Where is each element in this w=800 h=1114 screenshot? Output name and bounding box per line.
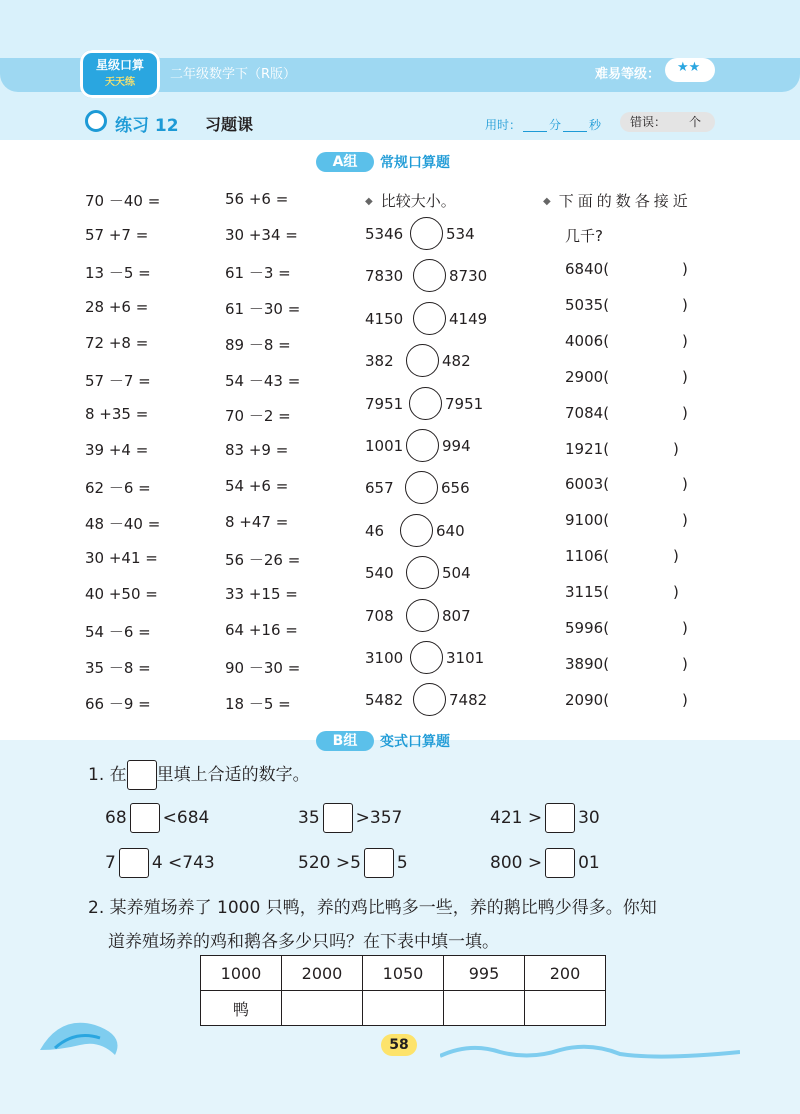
compare-left-number: 382 (365, 352, 394, 371)
arithmetic-problem: 54 －43 = (225, 371, 301, 390)
arithmetic-problem: 61 －3 = (225, 263, 291, 282)
nearest-item (565, 295, 688, 314)
answer-paren-close: ) (682, 690, 688, 709)
answer-paren-open[interactable]: ( (603, 583, 610, 602)
digit-answer-box[interactable] (130, 803, 160, 833)
compare-item (365, 429, 515, 463)
arithmetic-problem: 30 +34 = (225, 225, 298, 244)
compare-answer-circle[interactable] (406, 599, 439, 632)
answer-paren-close: ) (682, 619, 688, 637)
fill-prefix: 421 > (490, 808, 543, 828)
question-2-line2: 道养殖场养的鸡和鹅各多少只吗？在下表中填一填。 (108, 932, 499, 952)
arithmetic-problem: 66 －9 = (85, 694, 151, 713)
digit-answer-box[interactable] (364, 848, 394, 878)
answer-paren-close: ) (673, 583, 679, 602)
answer-paren-close: ) (682, 654, 688, 673)
compare-right-number: 534 (446, 225, 475, 243)
table-cell: 2000 (282, 956, 363, 991)
difficulty-cloud (665, 58, 715, 82)
nearest-label-line1: 下面的数各接近 (558, 192, 692, 210)
compare-answer-circle[interactable] (409, 387, 442, 420)
section-a-banner (316, 150, 516, 174)
compare-answer-circle[interactable] (413, 302, 446, 335)
logo-line1: 星级口算 (95, 58, 144, 72)
seconds-label: 秒 (589, 118, 602, 132)
table-cell: 1050 (363, 956, 444, 991)
answer-paren-open[interactable]: ( (603, 367, 610, 386)
compare-left-number: 708 (365, 606, 394, 625)
error-unit: 个 (688, 115, 701, 129)
answer-paren-open[interactable]: ( (603, 475, 610, 494)
compare-item (365, 599, 515, 633)
compare-left-number: 46 (365, 521, 385, 540)
nearest-item (565, 619, 688, 637)
compare-left-number: 5482 (365, 691, 404, 710)
nearest-number: 3115 (565, 583, 604, 602)
nearest-item (565, 260, 688, 278)
table-answer-cell[interactable] (525, 991, 606, 1026)
digit-answer-box[interactable] (545, 803, 575, 833)
nearest-number: 7084 (565, 403, 604, 422)
fill-in-problem (298, 848, 408, 878)
lesson-subtitle: 习题课 (205, 115, 254, 134)
compare-right-number: 7482 (449, 691, 488, 710)
nearest-item (565, 654, 688, 673)
nearest-item (565, 367, 688, 386)
compare-answer-circle[interactable] (405, 471, 438, 504)
table-cell: 200 (525, 956, 606, 991)
diamond-bullet-icon: ◆ (543, 196, 551, 207)
nearest-number: 4006 (565, 331, 604, 350)
answer-paren-open[interactable]: ( (603, 619, 610, 637)
answer-paren-close: ) (682, 403, 688, 422)
compare-answer-circle[interactable] (413, 259, 446, 292)
compare-right-number: 8730 (449, 267, 488, 286)
arithmetic-problem: 18 －5 = (225, 694, 291, 713)
question-1-number: 1. (88, 765, 105, 785)
answer-paren-open[interactable]: ( (603, 690, 610, 709)
minutes-blank[interactable] (523, 119, 547, 132)
compare-item (365, 514, 515, 548)
fill-prefix: 800 > (490, 853, 543, 873)
compare-label: 比较大小。 (380, 192, 456, 210)
arithmetic-problem: 90 －30 = (225, 658, 301, 677)
difficulty-label: 难易等级： (595, 67, 661, 82)
digit-answer-box[interactable] (545, 848, 575, 878)
compare-instruction (365, 190, 456, 211)
answer-paren-close: ) (673, 439, 679, 458)
compare-item (365, 471, 515, 505)
arithmetic-problem: 83 +9 = (225, 441, 289, 460)
error-label: 错误： (630, 115, 667, 129)
section-a-title: 常规口算题 (380, 155, 450, 171)
compare-left-number: 657 (365, 479, 394, 498)
digit-answer-box[interactable] (323, 803, 353, 833)
time-label: 用时： (485, 118, 522, 132)
fill-suffix: 5 (396, 853, 408, 873)
answer-paren-open[interactable]: ( (603, 295, 610, 314)
digit-answer-box[interactable] (119, 848, 149, 878)
wave-line-icon (440, 1038, 740, 1062)
nearest-item (565, 511, 688, 530)
fill-in-problem (298, 803, 402, 833)
error-count-box[interactable] (620, 112, 715, 132)
compare-item (365, 556, 515, 590)
arithmetic-problem: 62 －6 = (85, 479, 151, 498)
book-title: 二年级数学下（R版） (170, 67, 297, 82)
fill-prefix: 35 (298, 808, 320, 828)
arithmetic-problem: 40 +50 = (85, 584, 158, 603)
answer-paren-open[interactable]: ( (603, 547, 610, 566)
compare-answer-circle[interactable] (413, 683, 446, 716)
compare-item (365, 217, 515, 251)
compare-left-number: 540 (365, 564, 394, 583)
nearest-number: 6003 (565, 475, 604, 494)
nearest-number: 9100 (565, 511, 604, 530)
compare-answer-circle[interactable] (406, 344, 439, 377)
arithmetic-problem: 57 －7 = (85, 371, 151, 390)
answer-paren-close: ) (673, 547, 679, 566)
arithmetic-column-2 (225, 190, 355, 720)
table-row (201, 991, 606, 1026)
compare-left-number: 1001 (365, 437, 404, 455)
arithmetic-problem: 54 －6 = (85, 622, 151, 641)
compare-left-number: 3100 (365, 649, 404, 667)
answer-paren-close: ) (682, 511, 688, 530)
nearest-item (565, 331, 688, 350)
nearest-number: 1921 (565, 439, 604, 458)
compare-left-number: 4150 (365, 309, 404, 328)
fill-suffix: 01 (578, 853, 600, 873)
arithmetic-problem: 54 +6 = (225, 477, 289, 496)
arithmetic-problem: 70 －40 = (85, 192, 161, 210)
compare-right-number: 640 (436, 521, 465, 540)
arithmetic-problem: 35 －8 = (85, 658, 151, 677)
compare-left-number: 7830 (365, 267, 404, 286)
arithmetic-problem: 56 +6 = (225, 190, 289, 208)
table-answer-cell[interactable] (444, 991, 525, 1026)
arithmetic-problem: 56 －26 = (225, 551, 301, 569)
nearest-item (565, 439, 679, 458)
compare-item (365, 387, 515, 421)
compare-right-number: 807 (442, 606, 471, 625)
answer-box-sample (127, 760, 157, 790)
section-a-badge: A组 (316, 152, 374, 172)
nearest-number: 2090 (565, 690, 604, 709)
nearest-number: 5996 (565, 619, 604, 637)
compare-answer-circle[interactable] (400, 514, 433, 547)
page-number: 58 (381, 1034, 417, 1056)
diamond-bullet-icon: ◆ (365, 196, 373, 207)
table-cell: 鸭 (201, 991, 282, 1026)
answer-paren-close: ) (682, 331, 688, 350)
fill-prefix: 520 >5 (298, 853, 361, 873)
compare-item (365, 259, 515, 293)
fill-suffix: <684 (162, 808, 210, 828)
fill-in-problem (490, 803, 600, 833)
compare-answer-circle[interactable] (406, 556, 439, 589)
arithmetic-problem: 57 +7 = (85, 225, 149, 244)
nearest-item (565, 547, 679, 566)
arithmetic-column-1 (85, 190, 215, 720)
answer-paren-open[interactable]: ( (603, 511, 610, 530)
compare-right-number: 3101 (446, 649, 485, 667)
arithmetic-problem: 13 －5 = (85, 263, 151, 282)
series-logo (80, 50, 160, 98)
arithmetic-problem: 48 －40 = (85, 515, 161, 534)
question-1-text: 里填上合适的数字。 (156, 765, 310, 785)
answer-paren-open[interactable]: ( (603, 654, 610, 673)
answer-paren-close: ) (682, 475, 688, 494)
fill-suffix: 30 (578, 808, 600, 828)
arithmetic-problem: 28 +6 = (85, 297, 149, 316)
question-1 (88, 760, 310, 790)
fill-in-problem (490, 848, 600, 878)
nearest-number: 1106 (565, 547, 604, 566)
nearest-item (565, 475, 688, 494)
compare-right-number: 504 (442, 564, 471, 583)
alarm-clock-icon (85, 110, 107, 132)
section-b-title: 变式口算题 (380, 734, 450, 750)
compare-item (365, 344, 515, 378)
nearest-list (565, 260, 705, 720)
compare-left-number: 5346 (365, 225, 404, 243)
question-2-line1: 2. 某养殖场养了 1000 只鸭，养的鸡比鸭多一些，养的鹅比鸭少得多。你知 (88, 898, 657, 918)
nearest-number: 2900 (565, 367, 604, 386)
lesson-title: 练习 12 (115, 116, 179, 136)
table-cell: 995 (444, 956, 525, 991)
arithmetic-problem: 33 +15 = (225, 584, 298, 603)
compare-right-number: 7951 (445, 394, 484, 413)
fill-in-problem (105, 803, 209, 833)
compare-answer-circle[interactable] (406, 429, 439, 462)
fill-prefix: 7 (105, 853, 116, 873)
compare-right-number: 994 (442, 437, 471, 455)
nearest-number: 3890 (565, 654, 604, 673)
fill-prefix: 68 (105, 808, 127, 828)
section-b-banner (316, 729, 516, 753)
arithmetic-problem: 61 －30 = (225, 299, 301, 318)
answer-paren-close: ) (682, 295, 688, 314)
table-cell: 1000 (201, 956, 282, 991)
compare-answer-circle[interactable] (410, 217, 443, 250)
compare-item (365, 683, 515, 717)
compare-right-number: 482 (442, 352, 471, 371)
wave-decoration-icon (40, 1010, 150, 1060)
nearest-number: 6840 (565, 260, 604, 278)
arithmetic-problem: 8 +35 = (85, 405, 149, 424)
table-row (201, 956, 606, 991)
answer-paren-close: ) (682, 367, 688, 386)
arithmetic-problem: 30 +41 = (85, 549, 158, 567)
compare-right-number: 656 (441, 479, 470, 498)
arithmetic-problem: 8 +47 = (225, 513, 289, 532)
compare-item (365, 302, 515, 336)
minutes-label: 分 (549, 118, 562, 132)
arithmetic-problem: 72 +8 = (85, 333, 149, 352)
arithmetic-problem: 39 +4 = (85, 441, 149, 460)
table-answer-cell[interactable] (282, 991, 363, 1026)
compare-answer-circle[interactable] (410, 641, 443, 674)
nearest-item (565, 583, 679, 602)
nearest-item (565, 690, 688, 709)
answer-paren-open[interactable]: ( (603, 403, 610, 422)
time-record (485, 116, 601, 133)
nearest-number: 5035 (565, 295, 604, 314)
arithmetic-problem: 64 +16 = (225, 620, 298, 639)
section-b-badge: B组 (316, 731, 374, 751)
nearest-label-line2: 几千? (565, 227, 603, 245)
seconds-blank[interactable] (563, 119, 587, 132)
compare-left-number: 7951 (365, 394, 404, 413)
fill-in-problem (105, 848, 215, 878)
arithmetic-problem: 89 －8 = (225, 335, 291, 354)
arithmetic-problem: 70 －2 = (225, 407, 291, 426)
compare-right-number: 4149 (449, 309, 488, 328)
question-1-prefix: 在 (109, 765, 127, 785)
answer-paren-open[interactable]: ( (603, 331, 610, 350)
answer-paren-open[interactable]: ( (603, 439, 610, 458)
star-rating-icon: ★★ (677, 60, 701, 75)
nearest-item (565, 403, 688, 422)
answer-table (200, 955, 606, 1026)
answer-paren-open[interactable]: ( (603, 260, 610, 278)
answer-paren-close: ) (682, 260, 688, 278)
table-answer-cell[interactable] (363, 991, 444, 1026)
fill-suffix: 4 <743 (151, 853, 215, 873)
fill-suffix: >357 (355, 808, 403, 828)
nearest-instruction (543, 190, 692, 211)
lesson-header (85, 108, 725, 138)
compare-item (365, 641, 515, 675)
logo-line2: 天天练 (105, 77, 135, 88)
